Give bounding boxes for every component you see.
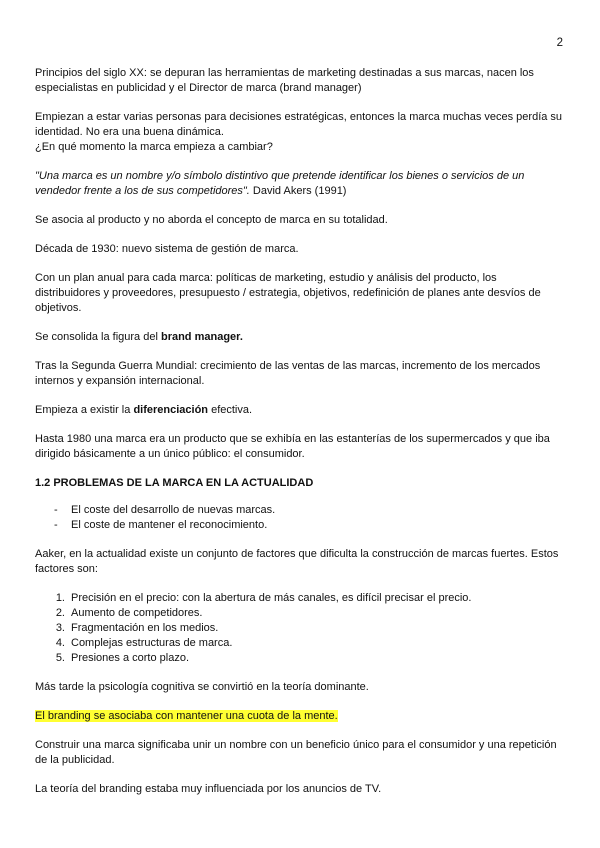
section-heading: 1.2 PROBLEMAS DE LA MARCA EN LA ACTUALIDAD — [35, 477, 314, 489]
list-item — [35, 591, 565, 606]
paragraph-1930: Década de 1930: nuevo sistema de gestión de marca. — [35, 243, 299, 255]
list-item — [35, 636, 565, 651]
paragraph-1980: Hasta 1980 una marca era un producto que se exhibía en las estanterías de los supermercados y que iba dirigido básicamente a un único público: el consumidor. — [35, 433, 550, 460]
list-item — [35, 621, 565, 636]
brand-manager-text: Se consolida la figura del — [35, 331, 161, 343]
paragraph-early-xx-century: Principios del siglo XX: se depuran las herramientas de marketing destinadas a sus marcas, nacen los especialistas en publicidad y el Director de marca (brand manager) — [35, 67, 534, 94]
list-number: 4. — [55, 637, 65, 649]
paragraph-build-brand: Construir una marca significaba unir un nombre con un beneficio único para el consumidor y una repetición de la publicidad. — [35, 739, 557, 766]
paragraph-product: Se asocia al producto y no aborda el concepto de marca en su totalidad. — [35, 214, 388, 226]
list-text: Presiones a corto plazo. — [71, 652, 190, 664]
list-number: 5. — [55, 652, 65, 664]
paragraph-question: ¿En qué momento la marca empieza a cambiar? — [35, 141, 273, 153]
document-body — [35, 66, 565, 811]
list-text: Fragmentación en los medios. — [71, 622, 219, 634]
list-item: - El coste del desarrollo de nuevas marcas. — [35, 503, 565, 518]
list-number: 2. — [55, 607, 65, 619]
list-number: 1. — [55, 592, 65, 604]
paragraph-aaker: Aaker, en la actualidad existe un conjunto de factores que dificulta la construcción de marcas fuertes. Estos factores son: — [35, 548, 559, 575]
differentiation-bold: diferenciación — [133, 404, 209, 416]
list-text: Complejas estructuras de marca. — [71, 637, 233, 649]
list-text: Precisión en el precio: con la abertura de más canales, es difícil precisar el precio. — [71, 592, 472, 604]
list-number: 3. — [55, 622, 65, 634]
differentiation-post: efectiva. — [208, 404, 253, 416]
paragraph-highlight — [35, 709, 565, 724]
page-number: 2 — [556, 37, 563, 49]
paragraph-psychology: Más tarde la psicología cognitiva se convirtió en la teoría dominante. — [35, 681, 369, 693]
highlighted-text: El branding se asociaba con mantener una cuota de la mente. — [35, 710, 338, 722]
list-text: Aumento de competidores. — [71, 607, 203, 619]
factors-list — [35, 591, 565, 666]
list-item — [35, 606, 565, 621]
paragraph-identity — [35, 110, 565, 155]
differentiation-pre: Empieza a existir la — [35, 404, 134, 416]
quote-author: David Akers (1991) — [249, 185, 347, 197]
paragraph-tv: La teoría del branding estaba muy influenciada por los anuncios de TV. — [35, 783, 382, 795]
paragraph-identity-text: Empiezan a estar varias personas para decisiones estratégicas, entonces la marca muchas veces perdía su identidad. No era una buena dinámica. — [35, 111, 563, 138]
brand-manager-bold: brand manager. — [160, 331, 243, 343]
list-item — [35, 651, 565, 666]
paragraph-post-war: Tras la Segunda Guerra Mundial: crecimiento de las ventas de las marcas, incremento de los mercados internos y expansión internacional. — [35, 360, 541, 387]
paragraph-annual-plan: Con un plan anual para cada marca: políticas de marketing, estudio y análisis del producto, los distribuidores y proveedores, presupuesto / estrategia, objetivos, redefinición de planes ante desvíos de objetivos. — [35, 272, 541, 314]
list-item: - El coste de mantener el reconocimiento. — [35, 518, 565, 533]
paragraph-differentiation — [35, 403, 565, 418]
paragraph-brand-manager — [35, 330, 565, 345]
cost-bullet-list — [35, 503, 565, 533]
definition-quote: "Una marca es un nombre y/o símbolo distintivo que pretende identificar los bienes o servicios de un vendedor frente a los de sus competidores". — [35, 170, 525, 197]
paragraph-definition — [35, 169, 565, 199]
